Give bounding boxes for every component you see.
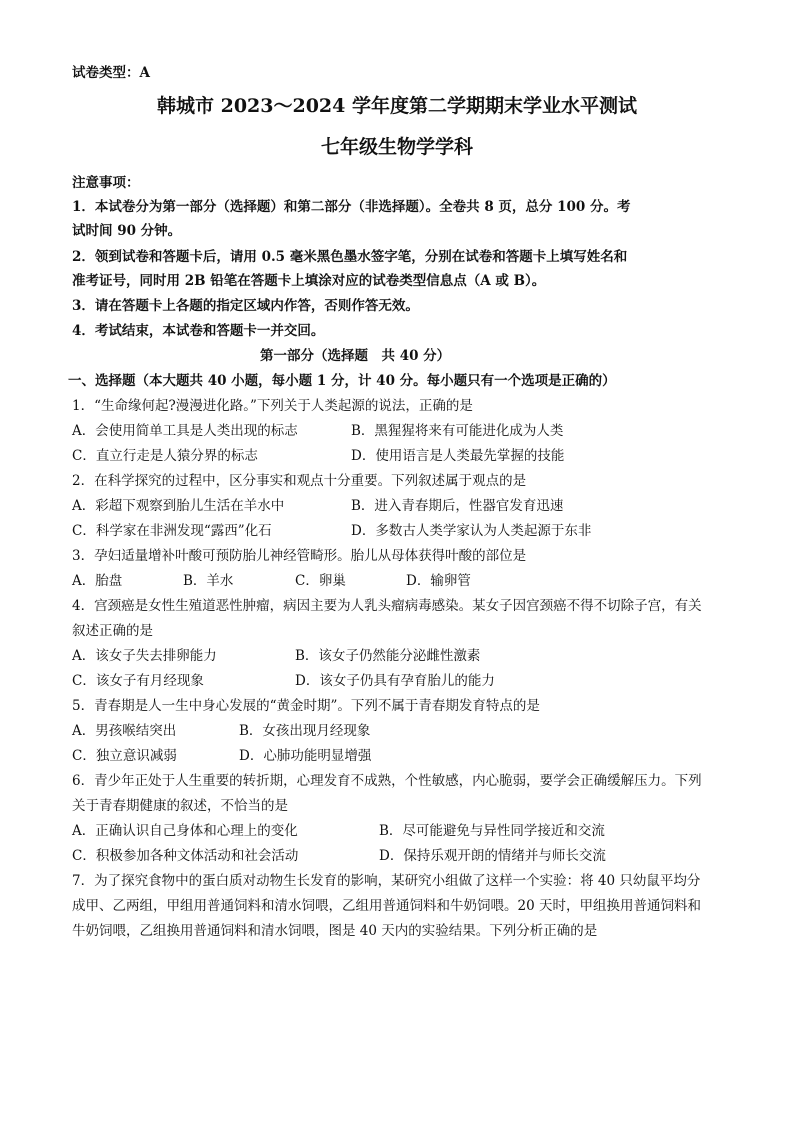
q1-option-b: B．黑猩猩将来有可能进化成为人类 [351,423,564,439]
question-3-stem: 3．孕妇适量增补叶酸可预防胎儿神经管畸形。胎儿从母体获得叶酸的部位是 [72,548,527,564]
exam-subtitle: 七年级生物学学科 [320,136,473,158]
question-4-stem-cont: 叙述正确的是 [72,623,153,639]
question-2-stem: 2．在科学探究的过程中，区分事实和观点十分重要。下列叙述属于观点的是 [72,473,527,489]
question-6-stem: 6．青少年正处于人生重要的转折期，心理发育不成熟，个性敏感，内心脆弱，要学会正确缓解压力。下列 [72,773,702,789]
question-5-stem: 5．青春期是人一生中身心发展的“黄金时期”。下列不属于青春期发育特点的是 [72,698,540,714]
q5-option-d: D．心肺功能明显增强 [239,748,372,764]
question-7-stem-cont-2: 牛奶饲喂，乙组换用普通饲料和清水饲喂，图是 40 天内的实验结果。下列分析正确的是 [72,923,598,939]
q2-option-a: A．彩超下观察到胎儿生活在羊水中 [72,498,285,514]
notice-item-3: 3．请在答题卡上各题的指定区域内作答，否则作答无效。 [72,298,419,314]
q1-option-c: C．直立行走是人猿分界的标志 [72,448,258,464]
paper-type-label: 试卷类型：A [72,65,150,81]
q4-option-b: B．该女子仍然能分泌雌性激素 [295,648,481,664]
q2-option-b: B．进入青春期后，性器官发育迅速 [351,498,564,514]
q4-option-c: C．该女子有月经现象 [72,673,204,689]
question-1-stem: 1．“生命缘何起?漫漫进化路。”下列关于人类起源的说法，正确的是 [72,398,473,414]
q3-option-d: D．输卵管 [406,573,471,589]
part1-heading: 第一部分（选择题 共 40 分） [260,348,451,364]
section-heading: 一、选择题（本大题共 40 小题，每小题 1 分，计 40 分。每小题只有一个选项是正确的） [68,373,616,389]
q4-option-a: A．该女子失去排卵能力 [72,648,217,664]
notice-heading: 注意事项： [72,175,140,191]
q6-option-c: C．积极参加各种文体活动和社会活动 [72,848,299,864]
q6-option-d: D．保持乐观开朗的情绪并与师长交流 [379,848,606,864]
q5-option-a: A．男孩喉结突出 [72,723,177,739]
q6-option-a: A．正确认识自己身体和心理上的变化 [72,823,298,839]
q3-option-c: C．卵巢 [295,573,346,589]
q6-option-b: B．尽可能避免与异性同学接近和交流 [379,823,605,839]
q4-option-d: D．该女子仍具有孕育胎儿的能力 [295,673,495,689]
notice-item-1-cont: 试时间 90 分钟。 [72,223,182,239]
q3-option-a: A．胎盘 [72,573,123,589]
notice-item-4: 4．考试结束，本试卷和答题卡一并交回。 [72,323,325,339]
q5-option-b: B．女孩出现月经现象 [239,723,371,739]
question-4-stem: 4．宫颈癌是女性生殖道恶性肿瘤，病因主要为人乳头瘤病毒感染。某女子因宫颈癌不得不切除子宫，有关 [72,598,702,614]
q5-option-c: C．独立意识减弱 [72,748,177,764]
notice-item-2: 2．领到试卷和答题卡后，请用 0.5 毫米黑色墨水签字笔，分别在试卷和答题卡上填写姓名和 [72,249,628,265]
q3-option-b: B．羊水 [183,573,234,589]
q1-option-a: A．会使用简单工具是人类出现的标志 [72,423,298,439]
notice-item-2-cont: 准考证号，同时用 2B 铅笔在答题卡上填涂对应的试卷类型信息点（A 或 B）。 [72,273,546,289]
question-7-stem-cont-1: 成甲、乙两组，甲组用普通饲料和清水饲喂，乙组用普通饲料和牛奶饲喂。20 天时，甲组换用普通饲料和 [72,898,701,914]
question-7-stem: 7．为了探究食物中的蛋白质对动物生长发育的影响，某研究小组做了这样一个实验：将 40 只幼鼠平均分 [72,873,701,889]
q2-option-c: C．科学家在非洲发现“露西”化石 [72,523,272,539]
question-6-stem-cont: 关于青春期健康的叙述，不恰当的是 [72,798,288,814]
exam-title: 韩城市 2023～2024 学年度第二学期期末学业水平测试 [157,95,637,117]
q1-option-d: D．使用语言是人类最先掌握的技能 [351,448,565,464]
q2-option-d: D．多数古人类学家认为人类起源于东非 [351,523,592,539]
notice-item-1: 1．本试卷分为第一部分（选择题）和第二部分（非选择题）。全卷共 8 页，总分 100 分。考 [72,199,631,215]
